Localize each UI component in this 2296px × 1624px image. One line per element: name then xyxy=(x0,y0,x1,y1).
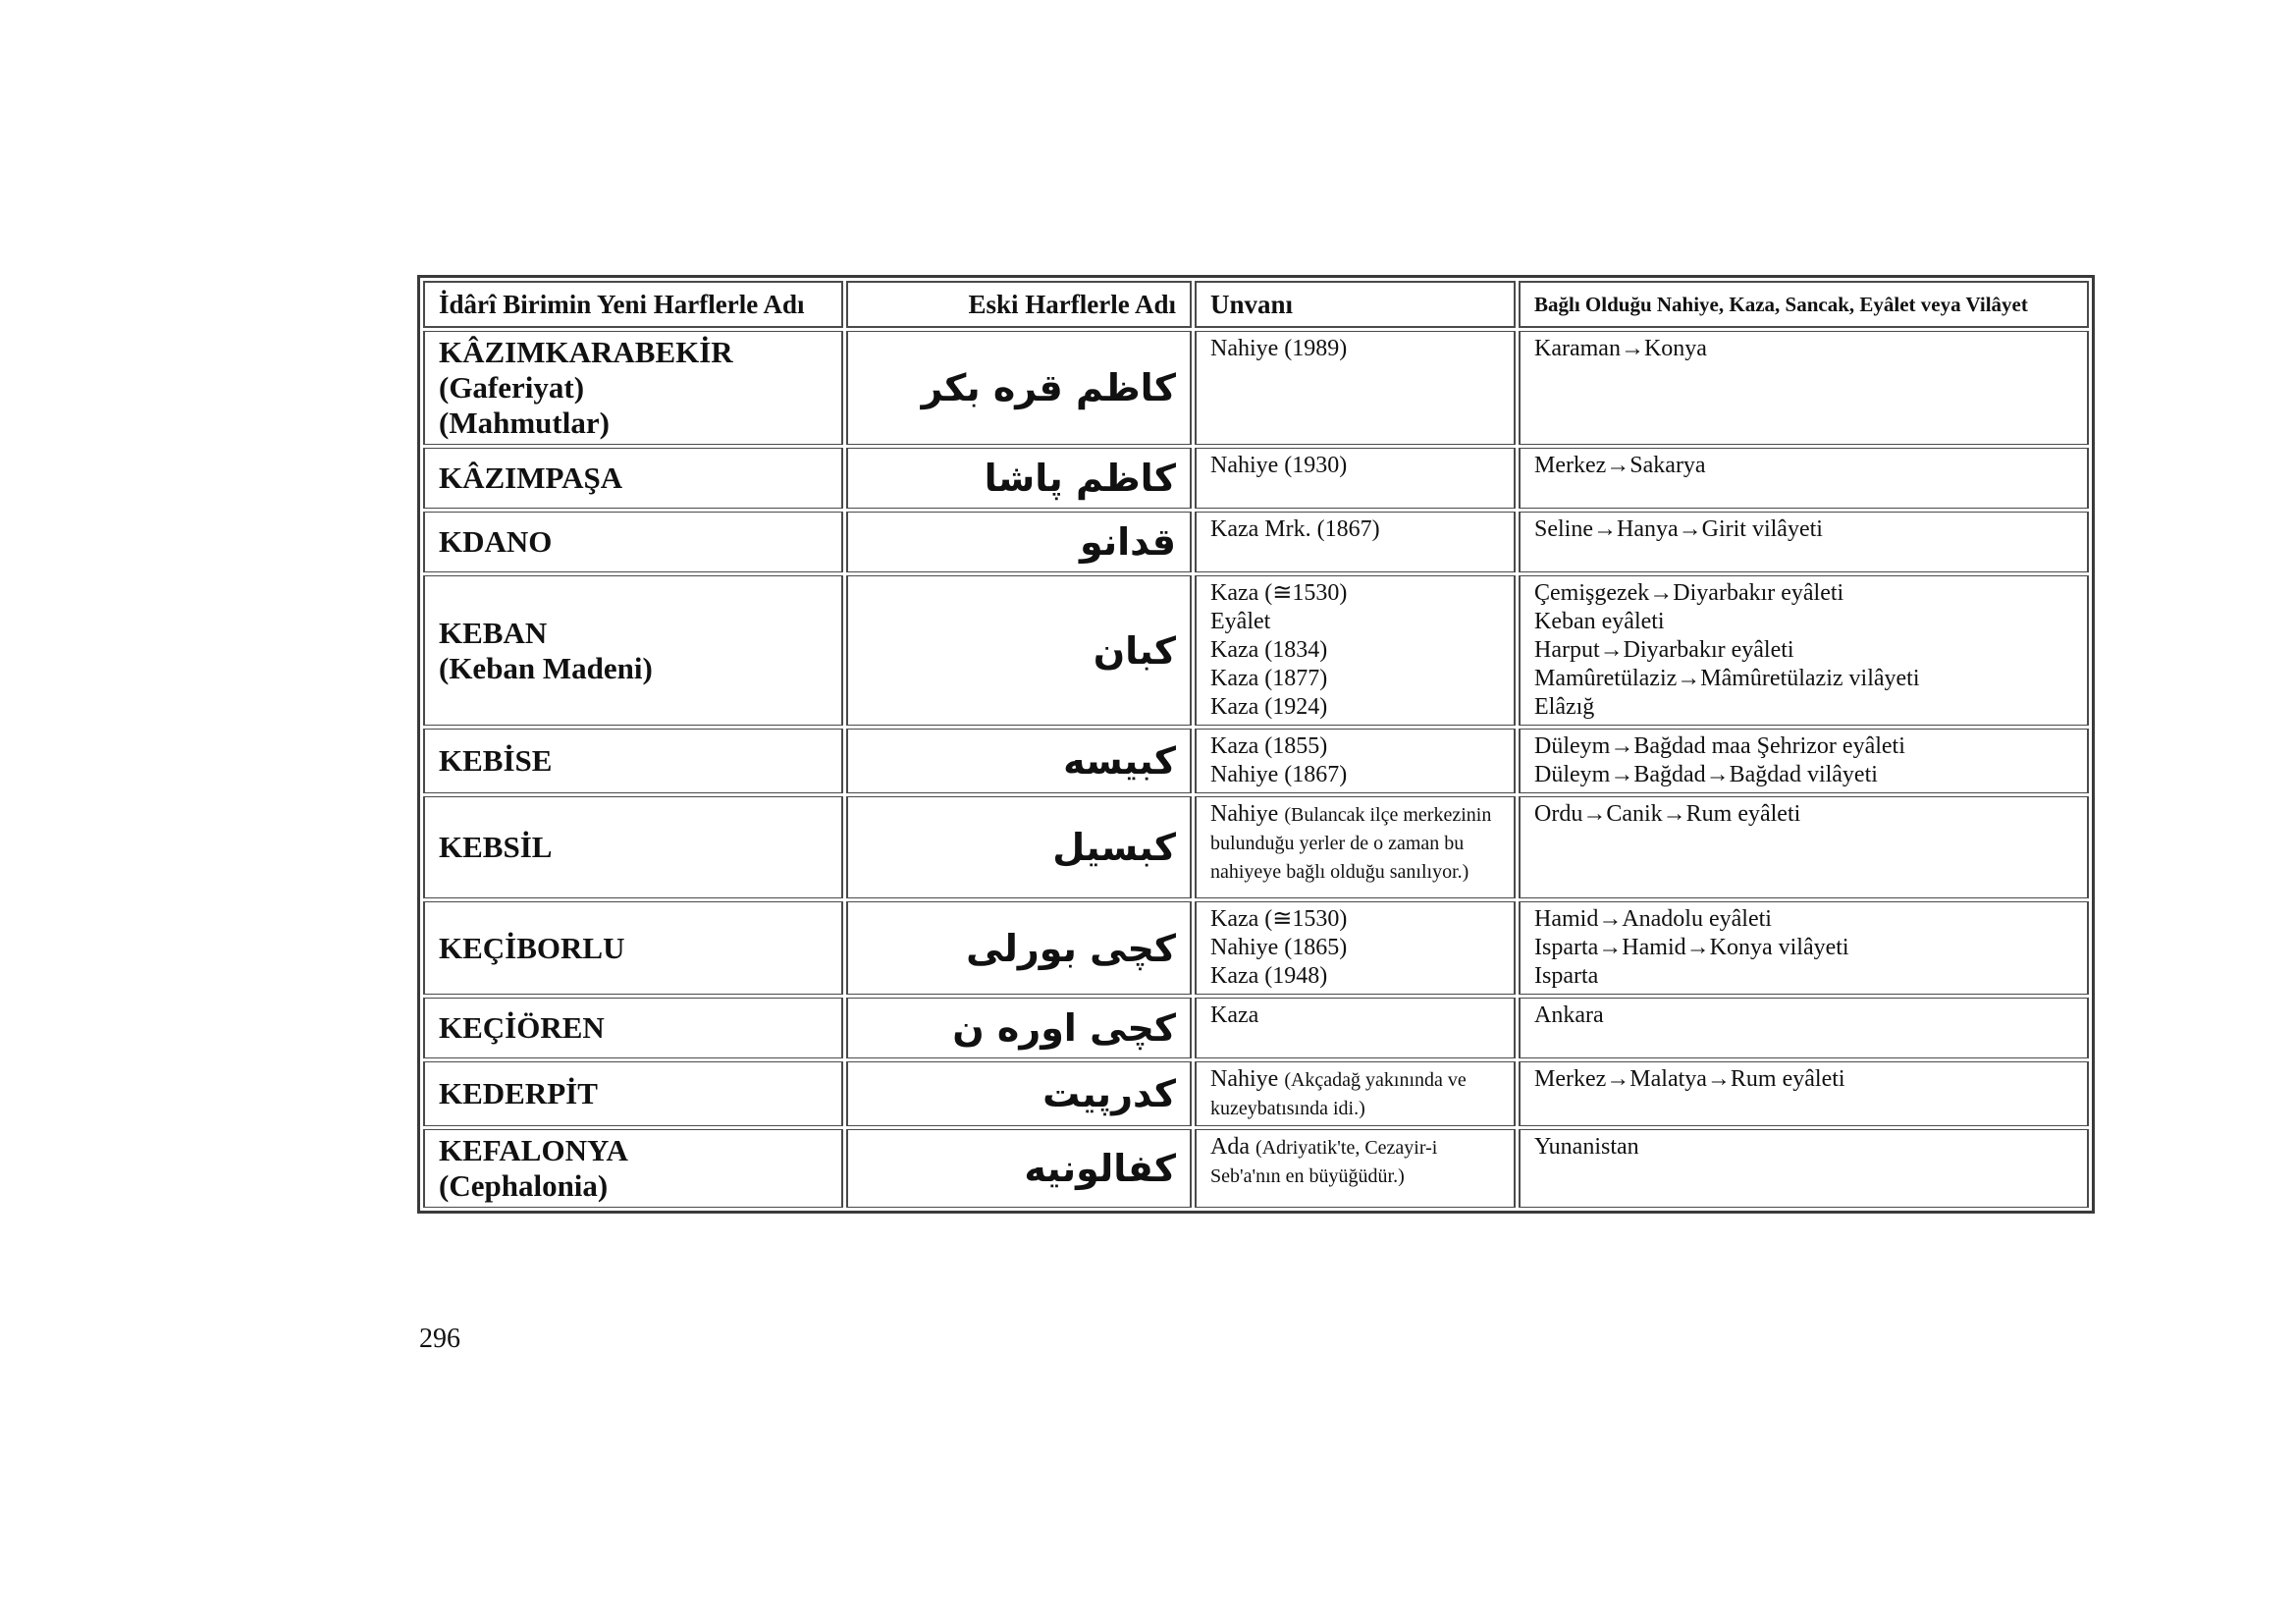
unvan-entry: Ada xyxy=(1210,1134,1250,1160)
unit-alt-name: (Mahmutlar) xyxy=(439,406,610,440)
old-script-cell xyxy=(846,1129,1192,1208)
table-row xyxy=(423,1061,2089,1126)
unit-alt-name: (Gaferiyat) xyxy=(439,370,585,405)
bagli-cell xyxy=(1519,796,2089,898)
table-row xyxy=(423,512,2089,572)
unvan-cell xyxy=(1195,1061,1516,1126)
old-script-name: كدرپيت xyxy=(1042,1072,1176,1115)
unvan-entry: Nahiye (1989) xyxy=(1210,336,1348,361)
unit-name: KEBSİL xyxy=(439,830,553,864)
unit-name-cell xyxy=(423,901,843,995)
unit-name: KEFALONYA xyxy=(439,1133,628,1167)
bagli-cell xyxy=(1519,448,2089,509)
unvan-entry: Kaza (1948) xyxy=(1210,963,1328,989)
unvan-entry: Nahiye (1930) xyxy=(1210,453,1348,478)
unvan-entry: Kaza (≅1530) xyxy=(1210,580,1348,606)
bagli-cell xyxy=(1519,901,2089,995)
unvan-cell xyxy=(1195,1129,1516,1208)
bagli-entry: Merkez→Malatya→Rum eyâleti xyxy=(1534,1066,1845,1092)
bagli-entry: Hamid→Anadolu eyâleti xyxy=(1534,906,1772,932)
bagli-entry: Mamûretülaziz→Mâmûretülaziz vilâyeti xyxy=(1534,666,1920,691)
unit-name-cell xyxy=(423,512,843,572)
unvan-entry: Kaza Mrk. (1867) xyxy=(1210,516,1380,542)
bagli-entry: Merkez→Sakarya xyxy=(1534,453,1706,478)
unvan-cell xyxy=(1195,901,1516,995)
unit-name-cell xyxy=(423,575,843,726)
old-script-name: قدانو xyxy=(1080,520,1176,564)
old-script-cell xyxy=(846,901,1192,995)
unvan-entry: Kaza (≅1530) xyxy=(1210,906,1348,932)
table-row xyxy=(423,448,2089,509)
unvan-entry: Eyâlet xyxy=(1210,609,1271,634)
unvan-entry: Kaza (1834) xyxy=(1210,637,1328,663)
bagli-entry: Elâzığ xyxy=(1534,694,1595,720)
table-row xyxy=(423,998,2089,1058)
bagli-entry: Düleym→Bağdad maa Şehrizor eyâleti xyxy=(1534,733,1905,759)
old-script-name: كبيسه xyxy=(1063,739,1176,783)
unit-name: KEDERPİT xyxy=(439,1076,598,1110)
table-row xyxy=(423,901,2089,995)
unit-name: KÂZIMPAŞA xyxy=(439,460,623,495)
bagli-entry: Ankara xyxy=(1534,1002,1604,1028)
table-header-row xyxy=(423,281,2089,328)
bagli-entry: Isparta→Hamid→Konya vilâyeti xyxy=(1534,935,1849,960)
unvan-note: (Akçadağ yakınında ve kuzeybatısında idi.) xyxy=(1210,1069,1467,1119)
bagli-cell xyxy=(1519,575,2089,726)
unit-name: KEBAN xyxy=(439,615,548,650)
document-table xyxy=(417,275,2095,1214)
unit-name: KEÇİÖREN xyxy=(439,1010,605,1045)
unvan-entry: Nahiye (1865) xyxy=(1210,935,1348,960)
table-row xyxy=(423,729,2089,793)
old-script-cell xyxy=(846,729,1192,793)
unvan-cell xyxy=(1195,512,1516,572)
old-script-cell xyxy=(846,998,1192,1058)
unvan-cell xyxy=(1195,998,1516,1058)
unit-name: KEBİSE xyxy=(439,743,553,778)
unit-name: KDANO xyxy=(439,524,553,559)
old-script-name: كچى اوره ن xyxy=(952,1006,1176,1050)
unit-alt-name: (Cephalonia) xyxy=(439,1168,609,1203)
bagli-entry: Karaman→Konya xyxy=(1534,336,1707,361)
old-script-cell xyxy=(846,448,1192,509)
bagli-cell xyxy=(1519,1061,2089,1126)
bagli-entry: Düleym→Bağdad→Bağdad vilâyeti xyxy=(1534,762,1878,787)
unvan-note: (Bulancak ilçe merkezinin bulunduğu yerler de o zaman bu nahiyeye bağlı olduğu sanılıyor.) xyxy=(1210,804,1492,883)
old-script-name: كاظم قره بكر xyxy=(921,366,1176,409)
header-bagli: Bağlı Olduğu Nahiye, Kaza, Sancak, Eyâlet veya Vilâyet xyxy=(1519,281,2089,328)
bagli-entry: Seline→Hanya→Girit vilâyeti xyxy=(1534,516,1823,542)
unit-alt-name: (Keban Madeni) xyxy=(439,650,653,685)
bagli-cell xyxy=(1519,512,2089,572)
bagli-entry: Isparta xyxy=(1534,963,1599,989)
unvan-entry: Nahiye xyxy=(1210,801,1279,827)
old-script-name: كچى بورلى xyxy=(966,926,1176,970)
old-script-cell xyxy=(846,331,1192,445)
unvan-entry: Kaza (1924) xyxy=(1210,694,1328,720)
unvan-entry: Kaza xyxy=(1210,1002,1259,1028)
bagli-entry: Çemişgezek→Diyarbakır eyâleti xyxy=(1534,580,1844,606)
old-script-cell xyxy=(846,1061,1192,1126)
unit-name-cell xyxy=(423,998,843,1058)
unit-name-cell xyxy=(423,1061,843,1126)
unvan-cell xyxy=(1195,448,1516,509)
bagli-entry: Harput→Diyarbakır eyâleti xyxy=(1534,637,1794,663)
unvan-note: (Adriyatik'te, Cezayir-i Seb'a'nın en büyüğüdür.) xyxy=(1210,1137,1438,1187)
unit-name: KEÇİBORLU xyxy=(439,930,625,965)
old-script-cell xyxy=(846,512,1192,572)
unvan-cell xyxy=(1195,331,1516,445)
unit-name-cell xyxy=(423,331,843,445)
bagli-cell xyxy=(1519,729,2089,793)
unit-name-cell xyxy=(423,448,843,509)
header-unvan: Unvanı xyxy=(1195,281,1516,328)
unit-name-cell xyxy=(423,796,843,898)
old-script-cell xyxy=(846,575,1192,726)
table-row xyxy=(423,575,2089,726)
header-old-letters: Eski Harflerle Adı xyxy=(846,281,1192,328)
old-script-cell xyxy=(846,796,1192,898)
unvan-entry: Nahiye xyxy=(1210,1066,1279,1092)
unvan-entry: Kaza (1855) xyxy=(1210,733,1328,759)
bagli-entry: Ordu→Canik→Rum eyâleti xyxy=(1534,801,1801,827)
old-script-name: كبان xyxy=(1093,628,1176,673)
unit-name: KÂZIMKARABEKİR xyxy=(439,335,733,369)
table-body xyxy=(423,331,2089,1208)
table-row xyxy=(423,331,2089,445)
bagli-entry: Keban eyâleti xyxy=(1534,609,1665,634)
old-script-name: كفالونيه xyxy=(1024,1147,1176,1190)
table-row xyxy=(423,1129,2089,1208)
table-row xyxy=(423,796,2089,898)
unvan-cell xyxy=(1195,575,1516,726)
unvan-entry: Nahiye (1867) xyxy=(1210,762,1348,787)
bagli-cell xyxy=(1519,998,2089,1058)
bagli-cell xyxy=(1519,1129,2089,1208)
header-name: İdârî Birimin Yeni Harflerle Adı xyxy=(423,281,843,328)
unit-name-cell xyxy=(423,1129,843,1208)
old-script-name: كاظم پاشا xyxy=(984,457,1176,500)
page-number: 296 xyxy=(419,1324,460,1354)
old-script-name: كبسيل xyxy=(1052,826,1176,869)
unit-name-cell xyxy=(423,729,843,793)
bagli-cell xyxy=(1519,331,2089,445)
bagli-entry: Yunanistan xyxy=(1534,1134,1639,1160)
unvan-cell xyxy=(1195,796,1516,898)
unvan-cell xyxy=(1195,729,1516,793)
unvan-entry: Kaza (1877) xyxy=(1210,666,1328,691)
